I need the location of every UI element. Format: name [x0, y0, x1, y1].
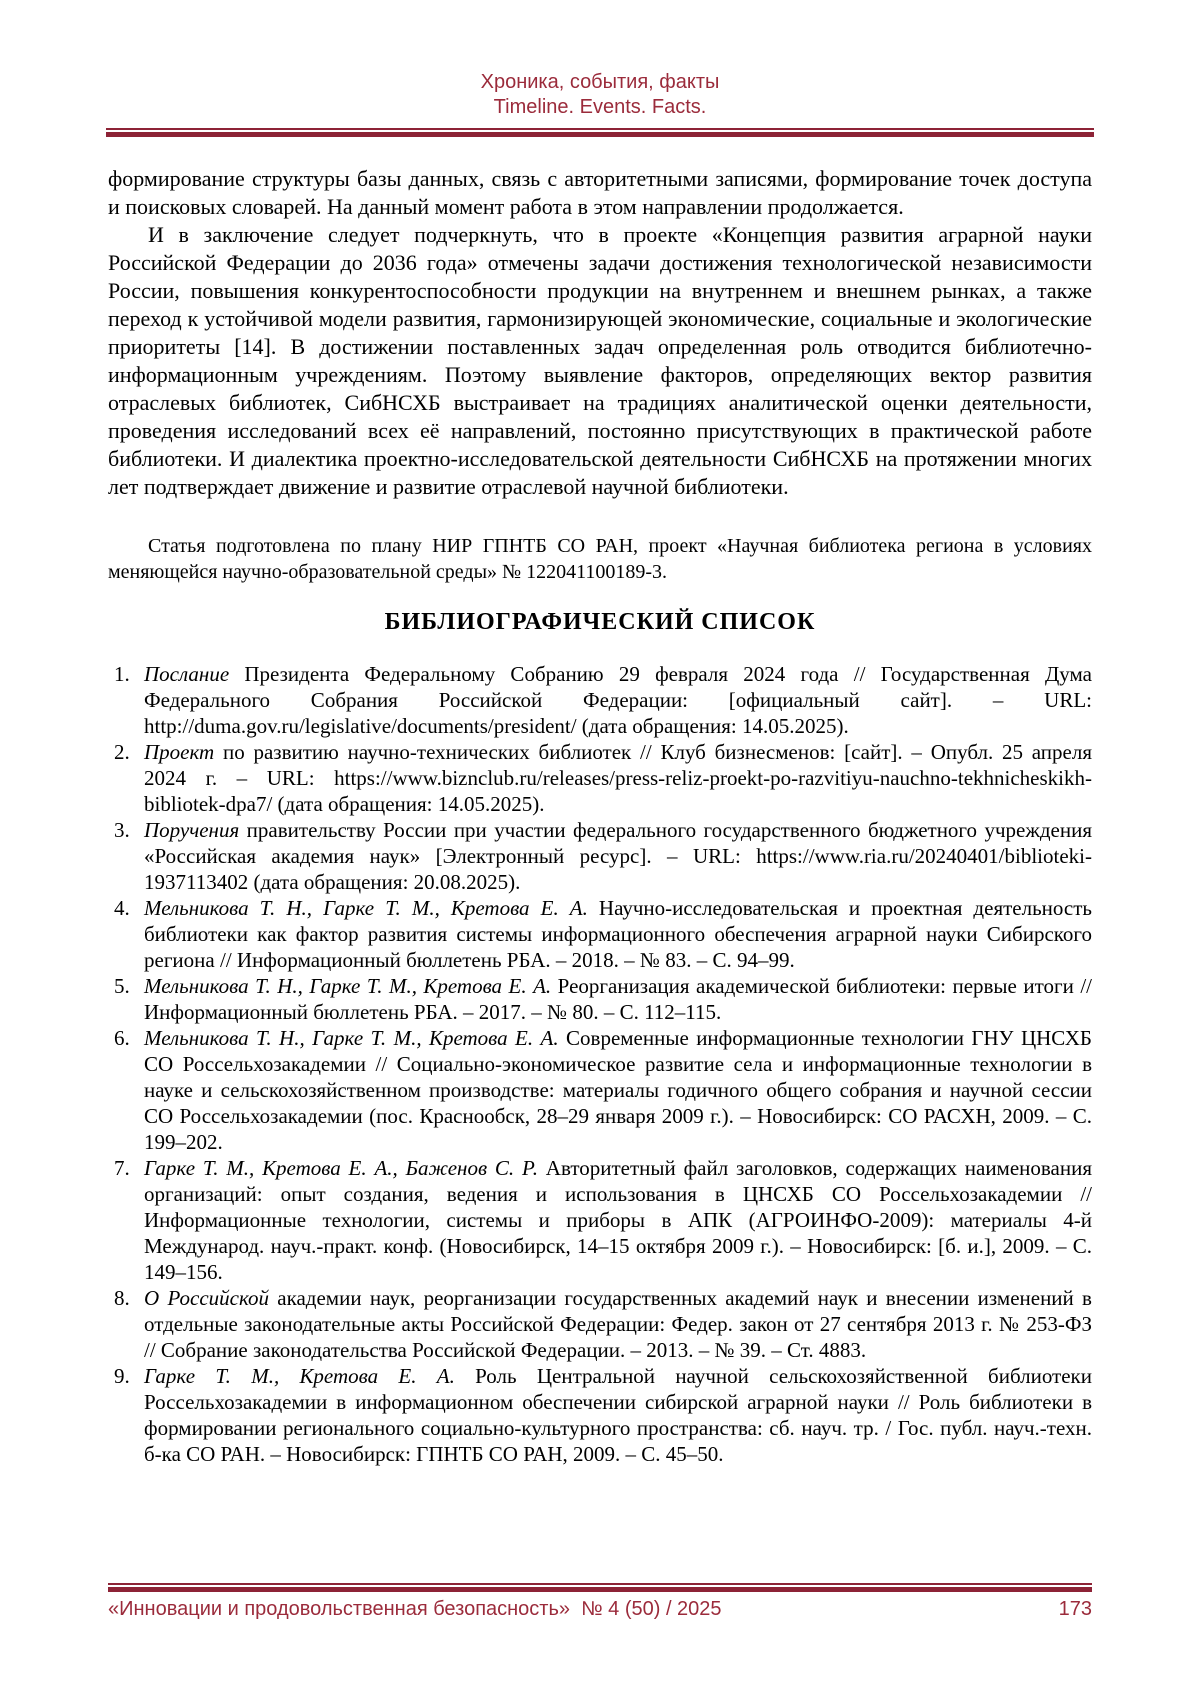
- acknowledgment-note: Статья подготовлена по плану НИР ГПНТБ СО РАН, проект «Научная библиотека региона в условиях меняющейся научно-образовательной среды» № 122041100189-3.: [108, 535, 1092, 583]
- ref-text: Научно-исследовательская и проектная деятельность библиотеки как фактор развития системы информационного обеспечения аграрной науки Сибирского региона // Информационный бюллетень РБА. – 2018. – № 83. – С. 94–99.: [144, 896, 1092, 972]
- ref-text: по развитию научно-технических библиотек // Клуб бизнесменов: [сайт]. – Опубл. 25 апреля 2024 г. – URL: https://www.biznclub.ru/releases/press-reliz-proekt-po-razvitiyu-nauchno-tekhnicheskikh-bibliotek-dpa7/ (дата обращения: 14.05.2025).: [144, 740, 1092, 816]
- ref-text: Реорганизация академической библиотеки: первые итоги // Информационный бюллетень РБА. – 2017. – № 80. – С. 112–115.: [144, 974, 1092, 1024]
- body-paragraph-1: формирование структуры базы данных, связь с авторитетными записями, формирование точек доступа и поисковых словарей. На данный момент работа в этом направлении продолжается.: [108, 166, 1092, 219]
- ref-lead-italic: Послание: [144, 662, 230, 686]
- reference-item: [108, 739, 1092, 817]
- ref-text: Президента Федеральному Собранию 29 февраля 2024 года // Государственная Дума Федерального Собрания Российской Федерации: [официальный сайт]. – URL: http://duma.gov.ru/legislative/documents/president/ (дата обращения: 14.05.2025).: [144, 662, 1092, 738]
- ref-lead-italic: Поручения: [144, 818, 240, 842]
- ref-lead-italic: О Российской: [144, 1286, 269, 1310]
- body-paragraph-2: И в заключение следует подчеркнуть, что в проекте «Концепция развития аграрной науки Российской Федерации до 2036 года» отмечены задачи достижения технологической независимости России, повышения конкурентоспособности продукции на внутреннем и внешнем рынках, а также переход к устойчивой модели развития, гармонизирующей экономические, социальные и экологические приоритеты [14]. В достижении поставленных задач определенная роль отводится библиотечно-информационным учреждениям. Поэтому выявление факторов, определяющих вектор развития отраслевых библиотек, СибНСХБ выстраивает на традициях аналитической оценки деятельности, проведения исследований всех её направлений, постоянно присутствующих в практической работе библиотеки. И диалектика проектно-исследовательской деятельности СибНСХБ на протяжении многих лет подтверждает движение и развитие отраслевой научной библиотеки.: [108, 222, 1092, 499]
- reference-list: [108, 661, 1092, 1467]
- ref-lead-italic: Проект: [144, 740, 215, 764]
- page-content: [108, 165, 1092, 1467]
- ref-number: 1.: [114, 662, 130, 686]
- ref-number: 5.: [114, 974, 130, 998]
- ref-number: 7.: [114, 1156, 130, 1180]
- running-head-ru: Хроника, события, факты: [480, 71, 720, 93]
- reference-item: [108, 1025, 1092, 1155]
- bibliography-heading: БИБЛИОГРАФИЧЕСКИЙ СПИСОК: [384, 609, 816, 635]
- ref-text: Современные информационные технологии ГНУ ЦНСХБ СО Россельхозакадемии // Социально-экономическое развитие села и информационные технологии в науке и сельскохозяйственном производстве: материалы годичного общего собрания и научной сессии СО Россельхозакадемии (пос. Краснообск, 28–29 января 2009 г.). – Новосибирск: СО РАСХН, 2009. – С. 199–202.: [144, 1026, 1092, 1154]
- ref-number: 3.: [114, 818, 130, 842]
- ref-authors-italic: Мельникова Т. Н., Гарке Т. М., Кретова Е. А.: [144, 1026, 559, 1050]
- running-head-en: Timeline. Events. Facts.: [493, 96, 707, 118]
- ref-text: правительству России при участии федерального государственного бюджетного учреждения «Российская академия наук» [Электронный ресурс]. – URL: https://www.ria.ru/20240401/biblioteki-1937113402 (дата обращения: 20.08.2025).: [144, 818, 1092, 894]
- reference-item: [108, 1363, 1092, 1467]
- ref-authors-italic: Мельникова Т. Н., Гарке Т. М., Кретова Е. А.: [144, 896, 588, 920]
- ref-number: 6.: [114, 1026, 130, 1050]
- ref-text: академии наук, реорганизации государственных академий наук и внесении изменений в отдельные законодательные акты Российской Федерации: Федер. закон от 27 сентября 2013 г. № 253-ФЗ // Собрание законодательства Российской Федерации. – 2013. – № 39. – Ст. 4883.: [144, 1286, 1092, 1362]
- ref-text: Роль Центральной научной сельскохозяйственной библиотеки Россельхозакадемии в информационном обеспечении сибирской аграрной науки // Роль библиотеки в формировании регионального социально-культурного пространства: сб. науч. тр. / Гос. публ. науч.-техн. б-ка СО РАН. – Новосибирск: ГПНТБ СО РАН, 2009. – С. 45–50.: [144, 1364, 1092, 1466]
- ref-text: Авторитетный файл заголовков, содержащих наименования организаций: опыт создания, ведения и использования в ЦНСХБ СО Россельхозакадемии // Информационные технологии, системы и приборы в АПК (АГРОИНФО-2009): материалы 4-й Международ. науч.-практ. конф. (Новосибирск, 14–15 октября 2009 г.). – Новосибирск: [б. и.], 2009. – С. 149–156.: [144, 1156, 1092, 1284]
- reference-item: [108, 1155, 1092, 1285]
- ref-authors-italic: Гарке Т. М., Кретова Е. А.: [144, 1364, 455, 1388]
- reference-item: [108, 817, 1092, 895]
- reference-item: [108, 973, 1092, 1025]
- running-head: [0, 0, 1200, 120]
- ref-authors-italic: Гарке Т. М., Кретова Е. А., Баженов С. Р.: [144, 1156, 538, 1180]
- reference-item: [108, 661, 1092, 739]
- reference-item: [108, 895, 1092, 973]
- ref-number: 8.: [114, 1286, 130, 1310]
- header-rule: [106, 128, 1094, 137]
- ref-number: 9.: [114, 1364, 130, 1388]
- reference-item: [108, 1285, 1092, 1363]
- footer-page-number: 173: [1058, 1598, 1092, 1620]
- ref-authors-italic: Мельникова Т. Н., Гарке Т. М., Кретова Е. А.: [144, 974, 552, 998]
- ref-number: 4.: [114, 896, 130, 920]
- ref-number: 2.: [114, 740, 130, 764]
- footer-journal-title: «Инновации и продовольственная безопасность» № 4 (50) / 2025: [108, 1598, 722, 1620]
- page-footer: [108, 1583, 1092, 1621]
- footer-rule: [108, 1583, 1092, 1592]
- footer-row: [108, 1597, 1092, 1621]
